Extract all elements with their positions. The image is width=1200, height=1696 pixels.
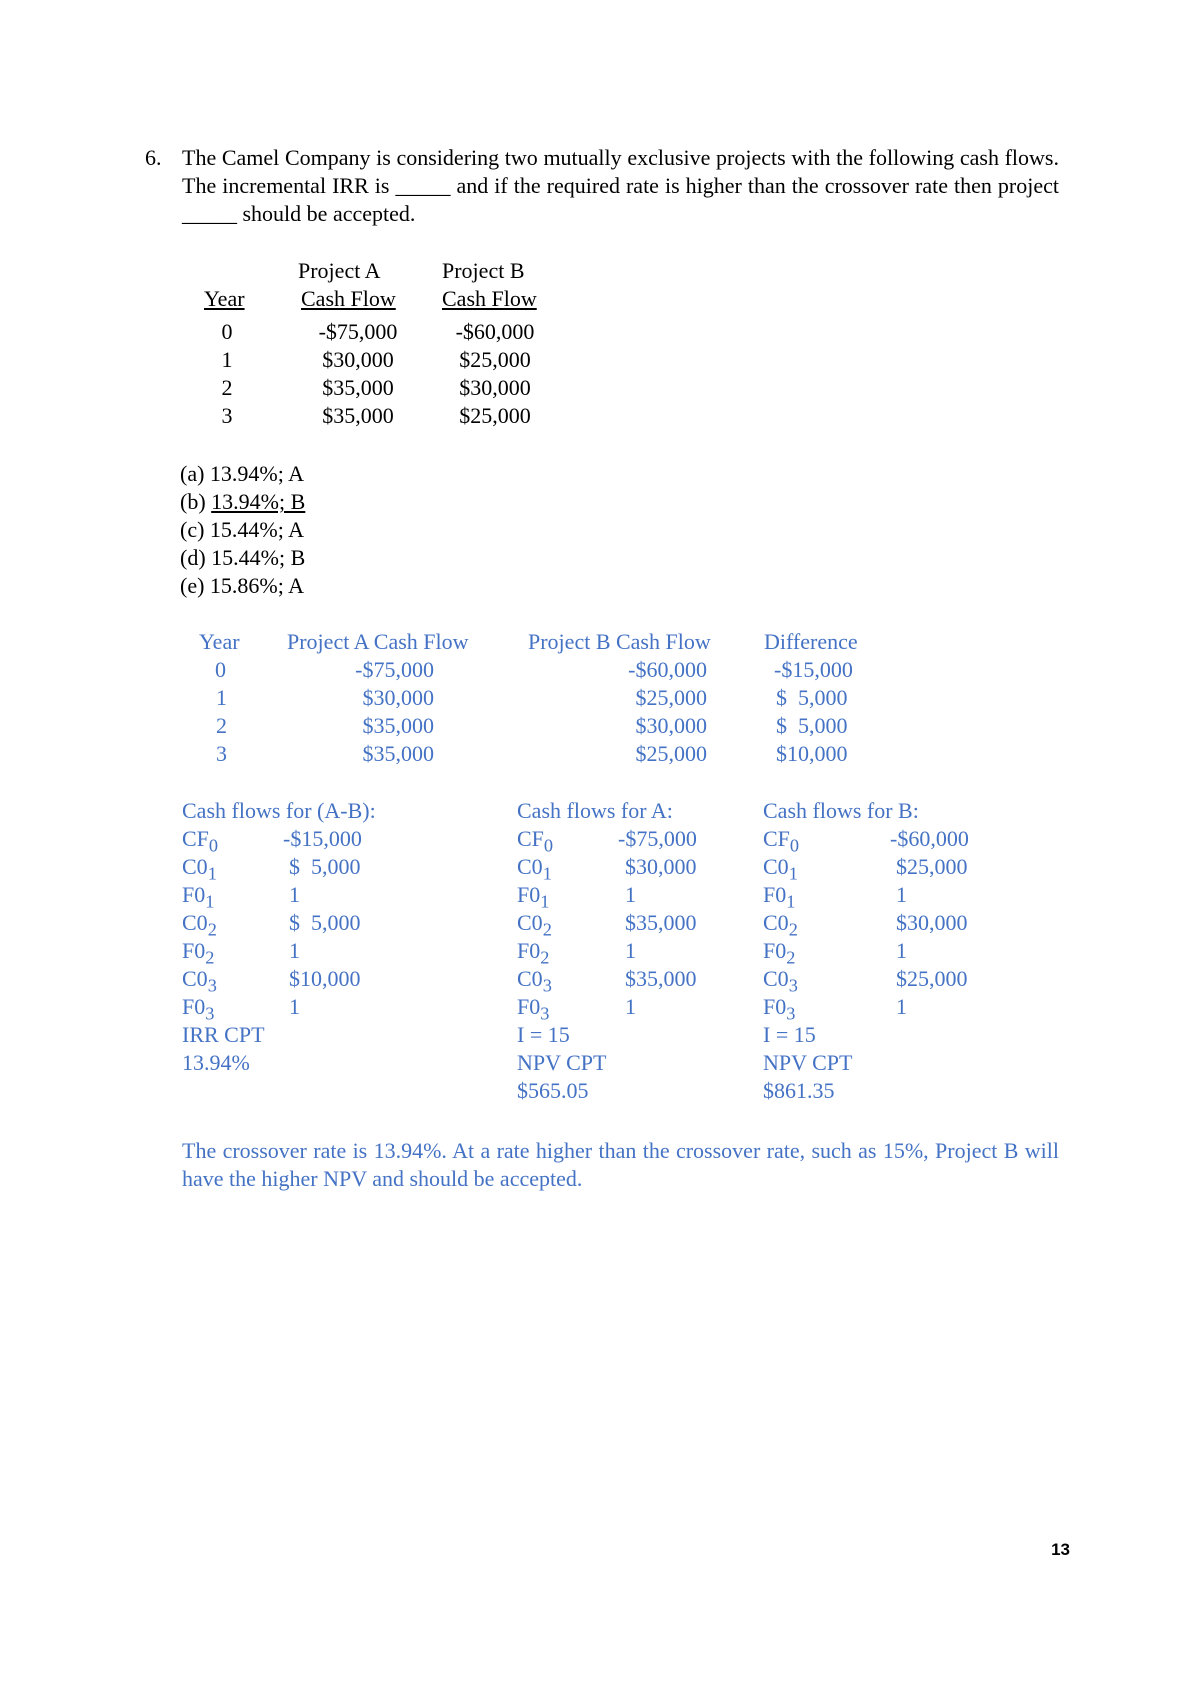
- calc-block-project-a: [517, 797, 757, 1105]
- answer-blank-1: _____: [395, 173, 451, 198]
- cell-project-a: $30,000: [322, 347, 394, 372]
- solution-cell-b: $25,000: [635, 741, 707, 766]
- cell-year: 1: [221, 347, 233, 372]
- answer-choices: [180, 460, 305, 600]
- calc-step: I = 15: [763, 1022, 816, 1047]
- choice-text: 15.44%; A: [209, 517, 305, 542]
- cell-project-b: $25,000: [459, 403, 531, 428]
- calc-key: $F0_1$: [763, 882, 796, 912]
- solution-cell-a: -$75,000: [355, 657, 434, 682]
- calc-value: 1: [289, 882, 300, 907]
- calc-entry: [517, 881, 757, 912]
- calc-step: NPV CPT: [517, 1050, 607, 1075]
- cell-project-b: $30,000: [459, 375, 531, 400]
- calc-key-sub: 2: [540, 947, 550, 968]
- conclusion-text: The crossover rate is 13.94%. At a rate higher than the crossover rate, such as 15%, Project B will have the higher NPV and should be accepted.: [182, 1138, 1059, 1191]
- calc-value: $ 5,000: [289, 910, 361, 935]
- calc-entry: [517, 909, 757, 940]
- calc-value: 1: [896, 994, 907, 1019]
- calc-entry: [182, 825, 432, 856]
- calc-title: Cash flows for A:: [517, 798, 673, 823]
- calc-key-sub: 2: [788, 919, 798, 940]
- calc-entry: [763, 993, 1003, 1024]
- calc-value: $25,000: [896, 966, 968, 991]
- calc-key: $C0_2$: [517, 910, 552, 940]
- calc-key-sub: 0: [543, 835, 554, 856]
- calc-entry: [517, 825, 757, 856]
- calc-key-sub: 2: [542, 919, 552, 940]
- solution-cell-year: 3: [216, 741, 227, 766]
- calc-value: $10,000: [289, 966, 361, 991]
- calc-title: Cash flows for (A-B):: [182, 798, 376, 823]
- solution-cell-diff: -$15,000: [774, 657, 853, 682]
- calc-entry: [182, 965, 432, 996]
- cell-project-a: $35,000: [322, 403, 394, 428]
- calc-value: 1: [289, 994, 300, 1019]
- calc-entry: [763, 853, 1003, 884]
- calc-entry: [763, 909, 1003, 940]
- calc-key: $F0_2$: [182, 938, 215, 968]
- cell-year: 3: [221, 403, 233, 428]
- calc-value: 1: [896, 938, 907, 963]
- calc-key-sub: 2: [786, 947, 796, 968]
- answer-blank-2: _____: [182, 201, 237, 226]
- solution-cell-diff: $10,000: [776, 741, 848, 766]
- question-text-part3: should be accepted.: [237, 201, 416, 226]
- choice-label: (e): [180, 573, 210, 598]
- calc-entry: [517, 937, 757, 968]
- choice-c: [180, 516, 305, 544]
- choice-text-correct: 13.94%; B: [211, 489, 306, 514]
- calc-key: $CF_0$: [517, 826, 554, 856]
- calc-key: $CF_0$: [182, 826, 219, 856]
- calc-value: -$60,000: [890, 826, 969, 851]
- calc-block-project-b: [763, 797, 1003, 1105]
- calc-key: $CF_0$: [763, 826, 800, 856]
- calc-key-sub: 3: [542, 975, 552, 996]
- solution-cell-diff: $ 5,000: [776, 685, 848, 710]
- calc-key: $F0_1$: [517, 882, 550, 912]
- calc-value: $30,000: [625, 854, 697, 879]
- question-text-part2: and if the required rate is higher than the crossover rate then project: [450, 173, 1059, 198]
- calc-entry: [182, 993, 432, 1024]
- calc-key-sub: 0: [789, 835, 800, 856]
- choice-b: [180, 488, 305, 516]
- cell-project-a: -$75,000: [318, 319, 398, 344]
- calc-key: $C0_1$: [182, 854, 217, 884]
- calc-value: $25,000: [896, 854, 968, 879]
- calc-value: 1: [289, 938, 300, 963]
- calc-value: $ 5,000: [289, 854, 361, 879]
- calc-value: 1: [625, 938, 636, 963]
- solution-header-difference: Difference: [764, 629, 858, 654]
- choice-d: [180, 544, 305, 572]
- calc-result: $861.35: [763, 1078, 835, 1103]
- question-paragraph: [145, 144, 1059, 228]
- calc-key-sub: 3: [205, 1003, 215, 1024]
- solution-header-project-a: Project A Cash Flow: [287, 629, 469, 654]
- solution-cell-b: -$60,000: [628, 657, 707, 682]
- choice-a: [180, 460, 305, 488]
- calc-key-sub: 3: [207, 975, 217, 996]
- header-project-a-cash-flow: Cash Flow: [301, 286, 396, 311]
- calc-entry: [763, 965, 1003, 996]
- solution-cell-b: $30,000: [635, 713, 707, 738]
- calc-key: $C0_3$: [763, 966, 798, 996]
- calc-value: $30,000: [896, 910, 968, 935]
- solution-cell-diff: $ 5,000: [776, 713, 848, 738]
- solution-header-year: Year: [199, 629, 240, 654]
- calc-value: 1: [625, 882, 636, 907]
- question-text-part1: The Camel Company is considering two mutually exclusive projects with the following cash flows. The incremental IRR is: [182, 145, 1059, 198]
- calc-key: $C0_2$: [182, 910, 217, 940]
- calc-entry: [763, 937, 1003, 968]
- choice-text: 13.94%; A: [209, 461, 305, 486]
- cell-project-b: $25,000: [459, 347, 531, 372]
- choice-text: 15.86%; A: [209, 573, 305, 598]
- calc-entry: [182, 881, 432, 912]
- calc-value: -$15,000: [283, 826, 362, 851]
- calc-key: $F0_2$: [517, 938, 550, 968]
- solution-cell-a: $35,000: [362, 741, 434, 766]
- calc-key: $C0_3$: [517, 966, 552, 996]
- choice-label: (d): [180, 545, 212, 570]
- calc-entry: [517, 853, 757, 884]
- header-project-b: Project B: [442, 258, 525, 283]
- header-project-b-cash-flow: Cash Flow: [442, 286, 537, 311]
- header-project-a: Project A: [298, 258, 381, 283]
- calc-key-sub: 1: [540, 891, 550, 912]
- calc-entry: [763, 825, 1003, 856]
- cell-project-b: -$60,000: [455, 319, 535, 344]
- calc-key-sub: 0: [208, 835, 219, 856]
- calc-key: $F0_3$: [182, 994, 215, 1024]
- question-text: [182, 144, 1059, 228]
- calc-entry: [182, 909, 432, 940]
- question-number: 6.: [145, 145, 162, 170]
- cell-year: 0: [221, 319, 233, 344]
- choice-label: (c): [180, 517, 210, 542]
- calc-key: $C0_1$: [517, 854, 552, 884]
- cell-project-a: $35,000: [322, 375, 394, 400]
- calc-block-difference: [182, 797, 432, 1077]
- calc-entry: [182, 937, 432, 968]
- calc-step: NPV CPT: [763, 1050, 853, 1075]
- calc-entry: [763, 881, 1003, 912]
- solution-cell-year: 0: [215, 657, 226, 682]
- calc-key-sub: 2: [205, 947, 215, 968]
- calc-key-sub: 3: [786, 1003, 796, 1024]
- solution-cell-year: 2: [216, 713, 227, 738]
- choice-label: (a): [180, 461, 210, 486]
- solution-cell-year: 1: [216, 685, 227, 710]
- calc-key-sub: 1: [207, 863, 217, 884]
- calc-key-sub: 3: [788, 975, 798, 996]
- calc-entry: [517, 993, 757, 1024]
- calc-key-sub: 1: [786, 891, 796, 912]
- calc-key: $C0_3$: [182, 966, 217, 996]
- calc-key: $C0_1$: [763, 854, 798, 884]
- calc-entry: [517, 965, 757, 996]
- calc-value: 1: [625, 994, 636, 1019]
- page-number: 13: [1051, 1540, 1070, 1559]
- choice-label: (b): [180, 489, 212, 514]
- calc-entry: [182, 853, 432, 884]
- cell-year: 2: [221, 375, 233, 400]
- calc-title: Cash flows for B:: [763, 798, 919, 823]
- calc-key-sub: 1: [205, 891, 215, 912]
- calc-key-sub: 1: [542, 863, 552, 884]
- calc-key: $F0_1$: [182, 882, 215, 912]
- calc-value: 1: [896, 882, 907, 907]
- calc-key-sub: 2: [207, 919, 217, 940]
- choice-e: [180, 572, 305, 600]
- calc-step: IRR CPT: [182, 1022, 265, 1047]
- calc-key-sub: 1: [788, 863, 798, 884]
- solution-cell-a: $30,000: [362, 685, 434, 710]
- calc-key: $F0_2$: [763, 938, 796, 968]
- calc-result: 13.94%: [182, 1050, 250, 1075]
- solution-header-project-b: Project B Cash Flow: [528, 629, 711, 654]
- calc-key: $F0_3$: [517, 994, 550, 1024]
- calc-result: $565.05: [517, 1078, 589, 1103]
- calc-value: $35,000: [625, 910, 697, 935]
- choice-text: 15.44%; B: [211, 545, 306, 570]
- solution-cell-b: $25,000: [635, 685, 707, 710]
- header-year: Year: [204, 286, 245, 311]
- calc-key: $C0_2$: [763, 910, 798, 940]
- calc-value: -$75,000: [618, 826, 697, 851]
- calc-key: $F0_3$: [763, 994, 796, 1024]
- calc-value: $35,000: [625, 966, 697, 991]
- calc-key-sub: 3: [540, 1003, 550, 1024]
- calc-step: I = 15: [517, 1022, 570, 1047]
- solution-cell-a: $35,000: [362, 713, 434, 738]
